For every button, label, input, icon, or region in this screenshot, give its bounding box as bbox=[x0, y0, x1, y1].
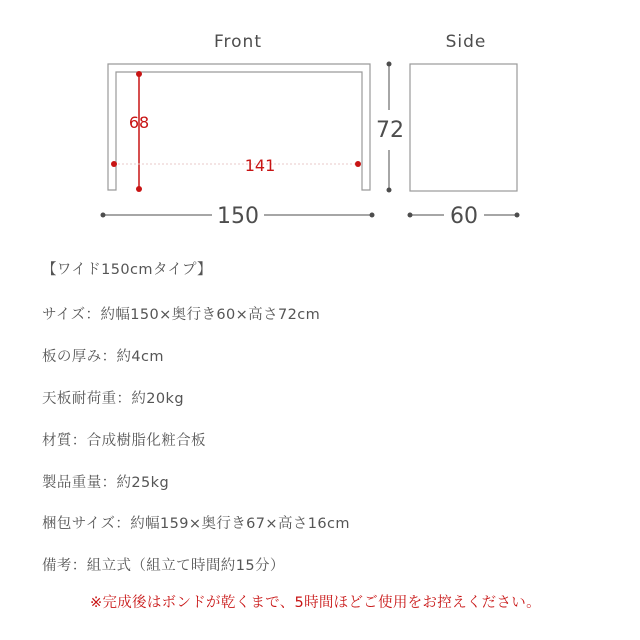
height-dot-top bbox=[387, 62, 392, 67]
inner-height-label: 68 bbox=[128, 113, 150, 132]
height-label: 72 bbox=[376, 118, 404, 143]
depth-dot-left bbox=[408, 213, 413, 218]
front-view-title: Front bbox=[214, 32, 262, 52]
height-dot-bottom bbox=[387, 188, 392, 193]
spec-package-size: 梱包サイズ：約幅159×奥行き67×高さ16cm bbox=[42, 516, 350, 532]
spec-title: 【ワイド150cmタイプ】 bbox=[42, 262, 212, 278]
spec-weight: 製品重量：約25kg bbox=[42, 475, 170, 491]
spec-load-capacity: 天板耐荷重：約20kg bbox=[42, 391, 184, 407]
caution-note: ※完成後はボンドが乾くまで、5時間ほどご使用をお控えください。 bbox=[90, 595, 541, 611]
width-dot-right bbox=[370, 213, 375, 218]
inner-width-label: 141 bbox=[244, 156, 276, 175]
inner-height-dot-bottom bbox=[136, 186, 142, 192]
spec-board-thickness: 板の厚み：約4cm bbox=[42, 349, 164, 365]
side-view-title: Side bbox=[445, 32, 487, 52]
side-view-outline bbox=[410, 64, 517, 191]
dimension-diagram bbox=[0, 0, 640, 250]
inner-width-dot-left bbox=[111, 161, 117, 167]
width-dot-left bbox=[101, 213, 106, 218]
depth-label: 60 bbox=[450, 204, 478, 229]
depth-dot-right bbox=[515, 213, 520, 218]
spec-material: 材質：合成樹脂化粧合板 bbox=[42, 433, 206, 449]
width-label: 150 bbox=[217, 204, 259, 229]
spec-size: サイズ：約幅150×奥行き60×高さ72cm bbox=[42, 307, 321, 323]
inner-width-dot-right bbox=[355, 161, 361, 167]
spec-remarks: 備考：組立式（組立て時間約15分） bbox=[42, 558, 285, 574]
inner-height-dot-top bbox=[136, 71, 142, 77]
